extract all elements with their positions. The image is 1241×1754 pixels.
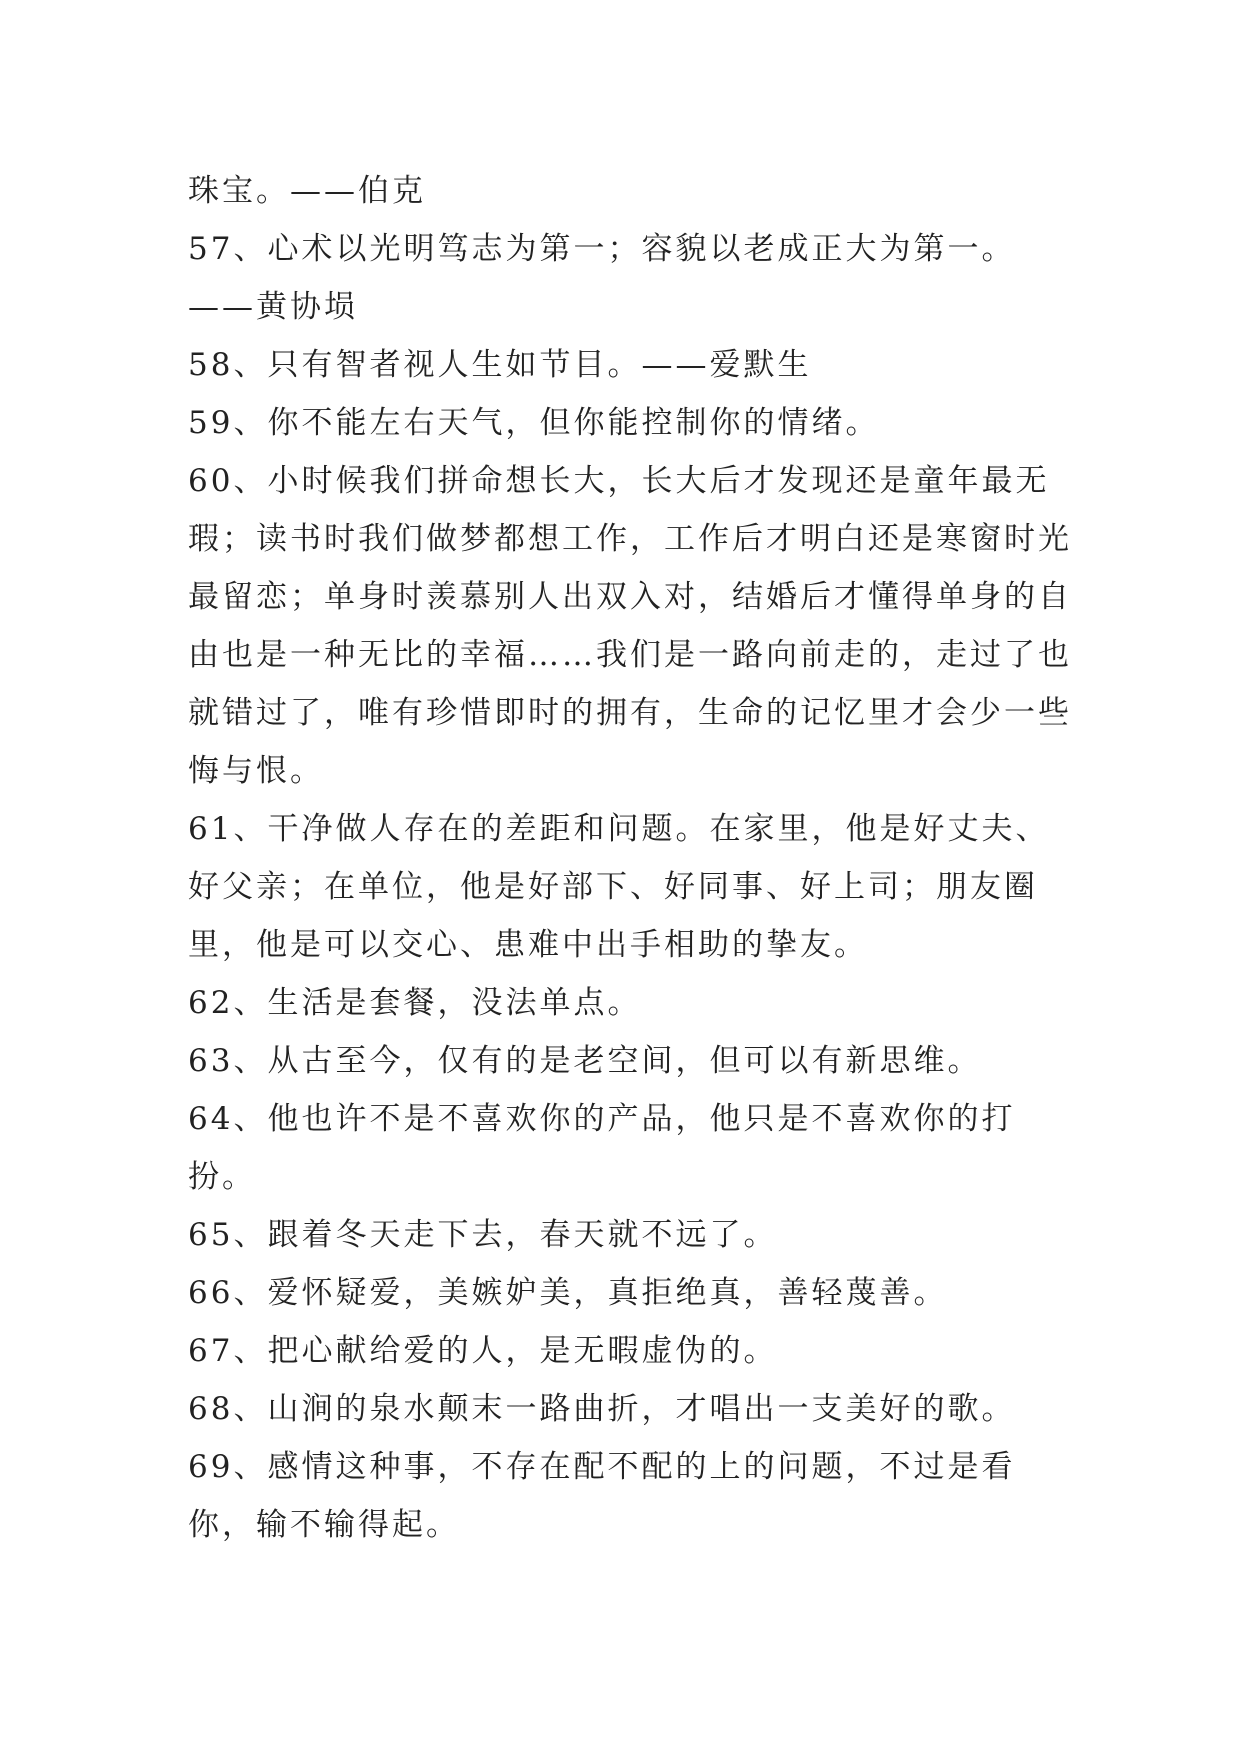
document-body [188,162,1073,1554]
quote-62: 62、生活是套餐，没法单点。 [188,985,642,1021]
quote-63: 63、从古至今，仅有的是老空间，但可以有新思维。 [188,1043,982,1079]
quote-66: 66、爱怀疑爱，美嫉妒美，真拒绝真，善轻蔑善。 [188,1275,948,1311]
quote-68: 68、山涧的泉水颠末一路曲折，才唱出一支美好的歌。 [188,1391,1016,1427]
quote-60: 60、小时候我们拼命想长大，长大后才发现还是童年最无瑕；读书时我们做梦都想工作，工作后才明白还是寒窗时光最留恋；单身时羡慕别人出双入对，结婚后才懂得单身的自由也是一种无比的幸福……我们是一路向前走的，走过了也就错过了，唯有珍惜即时的拥有，生命的记忆里才会少一些悔与恨。 [188,463,1072,789]
quote-61: 61、干净做人存在的差距和问题。在家里，他是好丈夫、好父亲；在单位，他是好部下、好同事、好上司；朋友圈里，他是可以交心、患难中出手相助的挚友。 [188,811,1050,963]
quote-69: 69、感情这种事，不存在配不配的上的问题，不过是看你，输不输得起。 [188,1449,1016,1543]
quote-59: 59、你不能左右天气，但你能控制你的情绪。 [188,405,880,441]
quote-58: 58、只有智者视人生如节目。——爱默生 [188,347,812,383]
paragraph-continuation: 珠宝。——伯克 [188,173,426,209]
quote-67: 67、把心献给爱的人，是无暇虚伪的。 [188,1333,778,1369]
quote-57: 57、心术以光明笃志为第一；容貌以老成正大为第一。——黄协埙 [188,231,1016,325]
quote-65: 65、跟着冬天走下去，春天就不远了。 [188,1217,778,1253]
quote-64: 64、他也许不是不喜欢你的产品，他只是不喜欢你的打扮。 [188,1101,1016,1195]
